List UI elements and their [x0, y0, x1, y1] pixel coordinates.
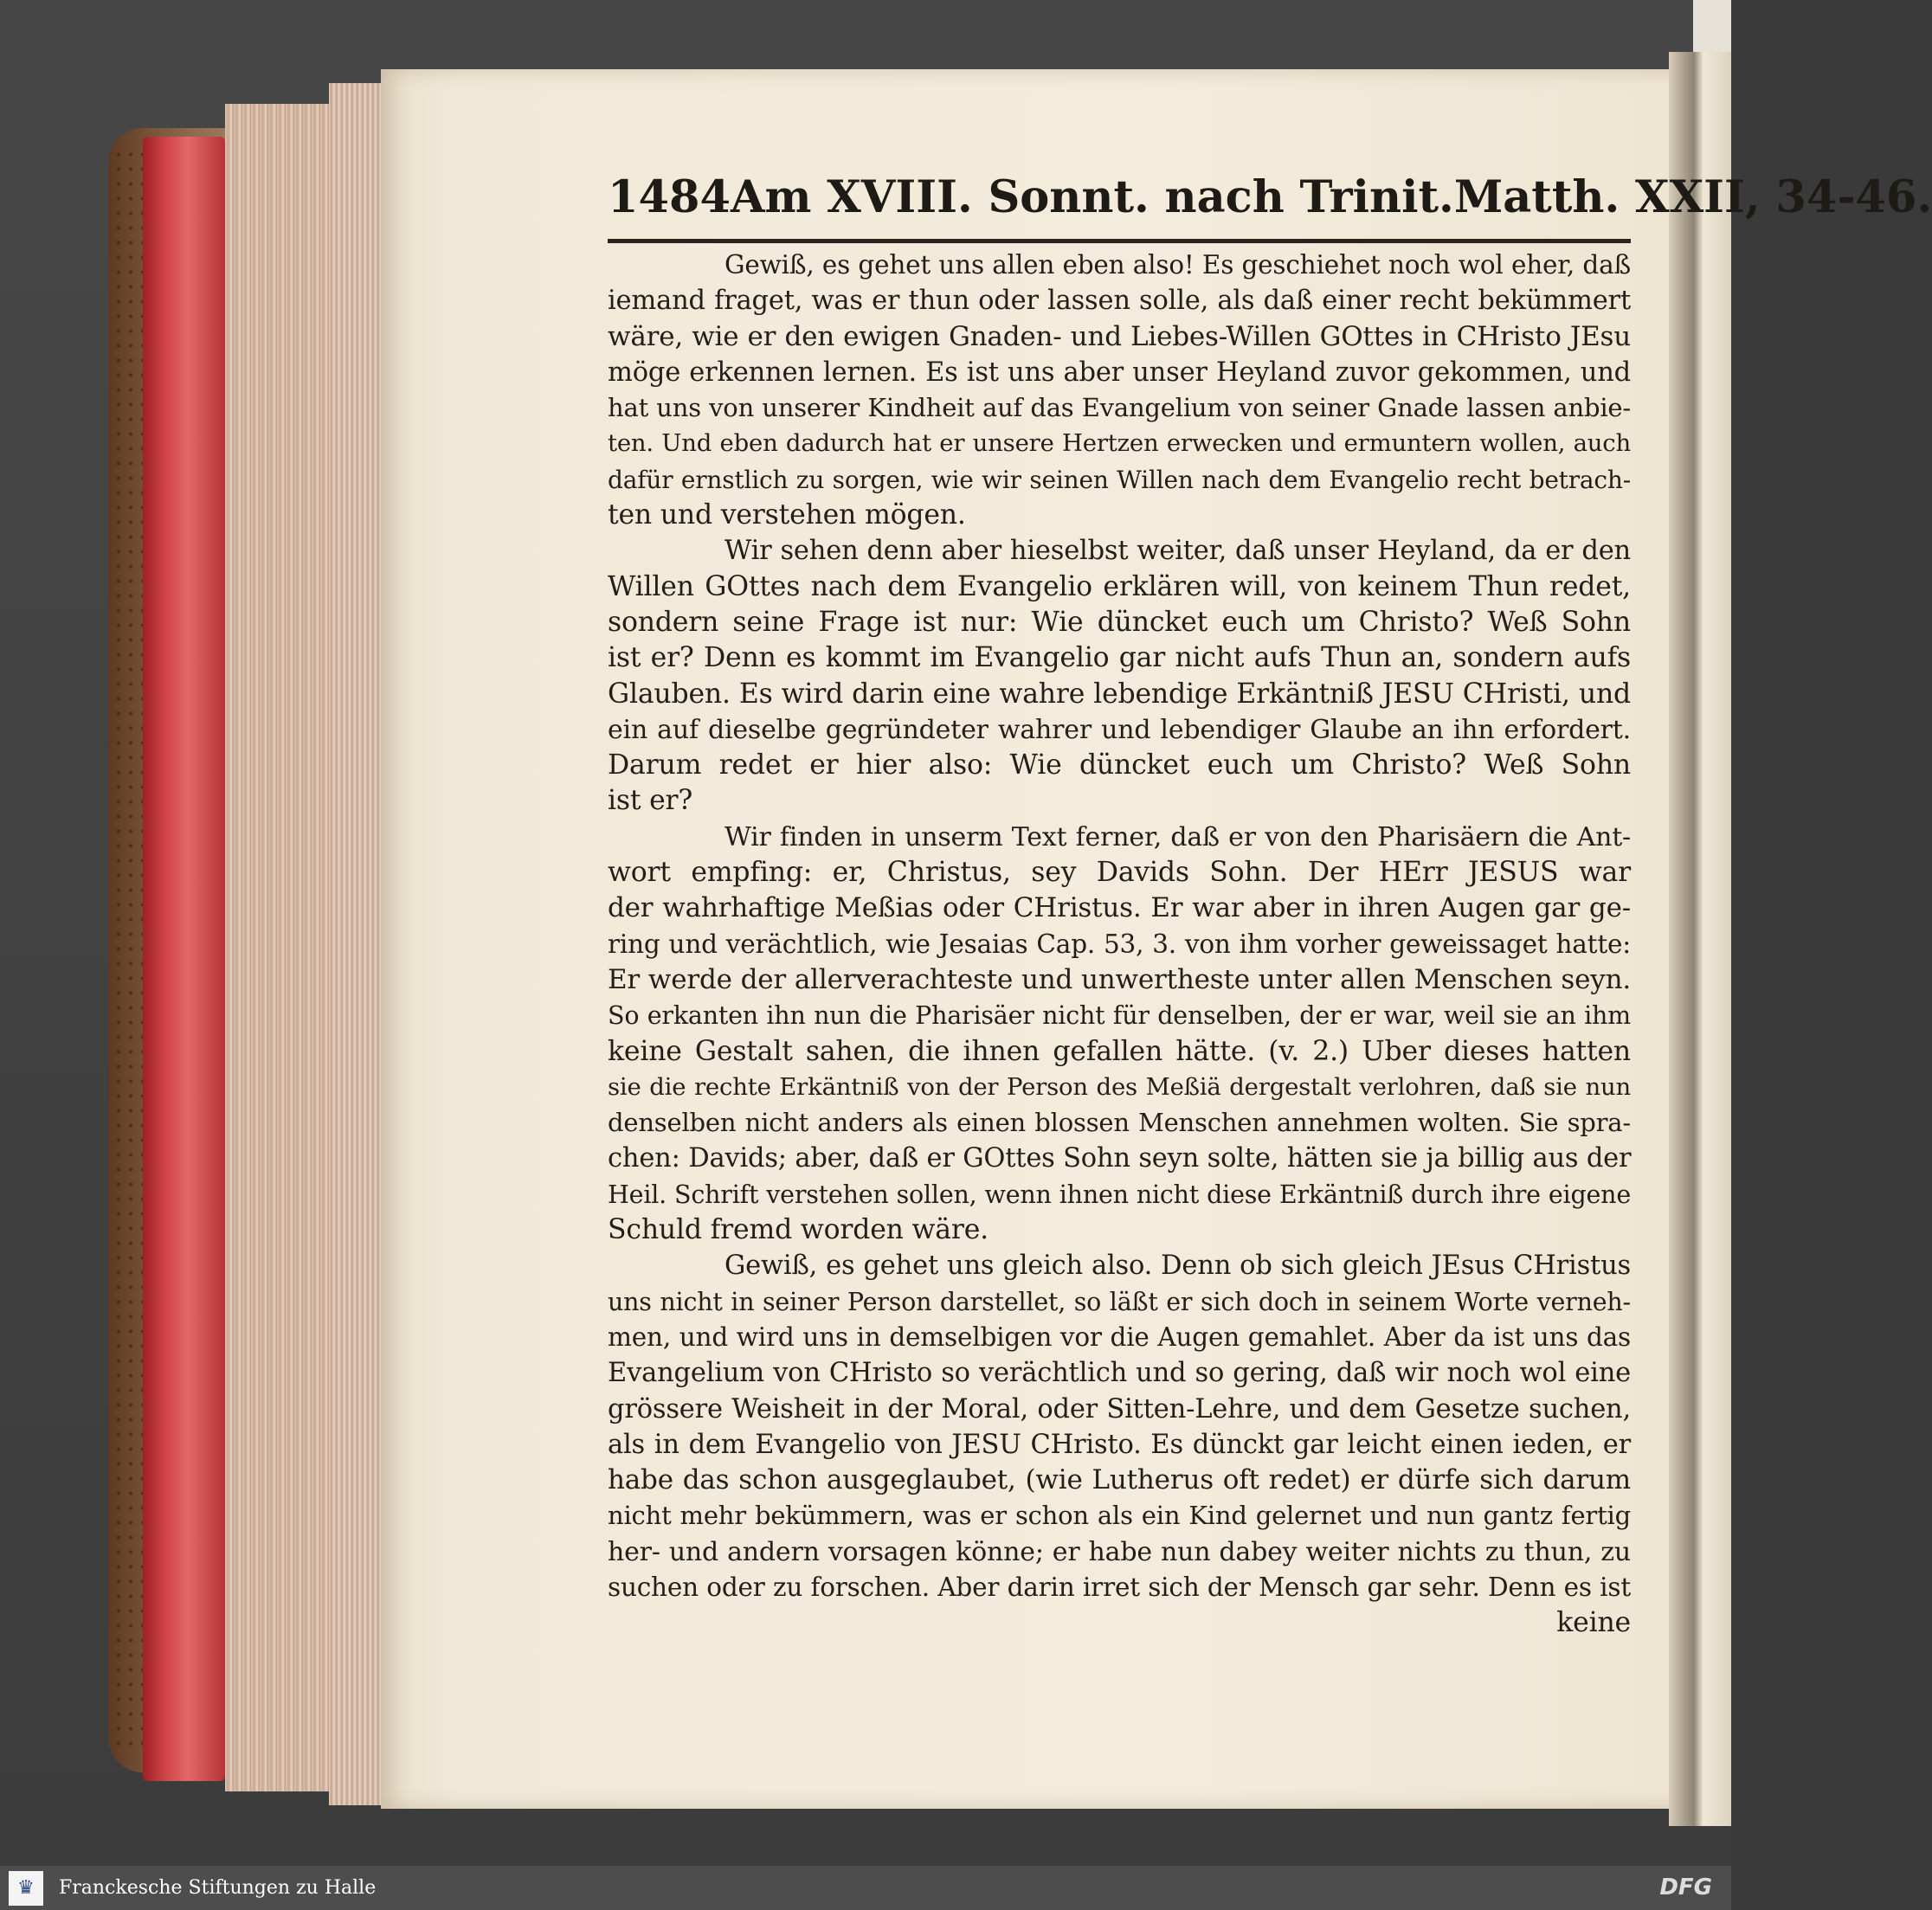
institution-name: Franckesche Stiftungen zu Halle — [59, 1877, 377, 1899]
text-line: Schuld fremd worden wäre. — [608, 1214, 989, 1246]
text-line: hat uns von unserer Kindheit auf das Evangelium von seiner Gnade lassen anbie- — [608, 393, 1631, 423]
text-line: ten. Und eben dadurch hat er unsere Hertzen erwecken und ermuntern wollen, auch — [608, 429, 1631, 458]
red-page-edge — [143, 137, 225, 1781]
text-line: ten und verstehen mögen. — [608, 499, 966, 531]
text-line: wäre, wie er den ewigen Gnaden- und Liebes-Willen GOttes in CHristo JEsu — [608, 320, 1631, 352]
text-line: Heil. Schrift verstehen sollen, wenn ihnen nicht diese Erkäntniß durch ihre eigene — [608, 1180, 1631, 1209]
viewer-footer — [0, 1866, 1731, 1910]
text-line: grössere Weisheit in der Moral, oder Sitten-Lehre, und dem Gesetze suchen, — [608, 1393, 1631, 1424]
text-line: Wir sehen denn aber hieselbst weiter, daß unser Heyland, da er den — [724, 536, 1631, 567]
text-line: dafür ernstlich zu sorgen, wie wir seinen Willen nach dem Evangelio recht betrach- — [608, 465, 1631, 494]
text-line: men, und wird uns in demselbigen vor die Augen gemahlet. Aber da ist uns das — [608, 1322, 1631, 1352]
text-line: her- und andern vorsagen könne; er habe nun dabey weiter nichts zu thun, zu — [608, 1536, 1631, 1567]
text-line: Gewiß, es gehet uns allen eben also! Es geschiehet noch wol eher, daß — [724, 250, 1631, 280]
text-line: So erkanten ihn nun die Pharisäer nicht für denselben, der er war, weil sie an ihm — [608, 1001, 1631, 1031]
text-line: sondern seine Frage ist nur: Wie düncket euch um Christo? Weß Sohn — [608, 606, 1631, 638]
text-line: ist er? Denn es kommt im Evangelio gar nicht aufs Thun an, sondern aufs — [608, 642, 1631, 674]
text-line: ein auf dieselbe gegründeter wahrer und lebendiger Glaube an ihn erfordert. — [608, 714, 1631, 745]
text-line: nicht mehr bekümmern, was er schon als ein Kind gelernet und nun gantz fertig — [608, 1501, 1631, 1531]
catchword: keine — [1556, 1607, 1631, 1639]
header-rule — [608, 239, 1631, 243]
institution-logo-icon: ♛ — [9, 1871, 43, 1906]
text-line: wort empfing: er, Christus, sey Davids Sohn. Der HErr JESUS war — [608, 857, 1631, 889]
text-line: keine Gestalt sahen, die ihnen gefallen hätte. (v. 2.) Uber dieses hatten — [608, 1035, 1631, 1067]
header-reference: Matth. XXII, 34-46. — [1453, 171, 1932, 223]
text-line: denselben nicht anders als einen blossen Menschen annehmen wolten. Sie spra- — [608, 1108, 1631, 1138]
text-line: suchen oder zu forschen. Aber darin irret sich der Mensch gar sehr. Denn es ist — [608, 1572, 1631, 1602]
book-gutter — [1669, 52, 1731, 1826]
text-line: Glauben. Es wird darin eine wahre lebendige Erkäntniß JESU CHristi, und — [608, 678, 1631, 710]
text-line: ist er? — [608, 785, 693, 817]
body-text — [608, 248, 1631, 1642]
text-line: uns nicht in seiner Person darstellet, so läßt er sich doch in seinem Worte verneh- — [608, 1287, 1631, 1316]
text-line: Gewiß, es gehet uns gleich also. Denn ob sich gleich JEsus CHristus — [724, 1251, 1631, 1282]
text-line: iemand fraget, was er thun oder lassen solle, als daß einer recht bekümmert — [608, 286, 1631, 317]
page-number: 1484 — [608, 171, 731, 223]
text-line: habe das schon ausgeglaubet, (wie Lutherus oft redet) er dürfe sich darum — [608, 1464, 1631, 1496]
text-line: Willen GOttes nach dem Evangelio erklären will, von keinem Thun redet, — [608, 570, 1631, 602]
text-line: der wahrhaftige Meßias oder CHristus. Er war aber in ihren Augen gar ge- — [608, 892, 1631, 924]
text-line: möge erkennen lernen. Es ist uns aber unser Heyland zuvor gekommen, und — [608, 357, 1631, 388]
text-line: Darum redet er hier also: Wie düncket euch um Christo? Weß Sohn — [608, 749, 1631, 781]
facing-page-corner — [1693, 0, 1731, 52]
running-header — [608, 171, 1932, 227]
text-line: als in dem Evangelio von JESU CHristo. Es dünckt gar leicht einen ieden, er — [608, 1429, 1631, 1460]
text-line: ring und verächtlich, wie Jesaias Cap. 53, 3. von ihm vorher geweissaget hatte: — [608, 929, 1631, 959]
dfg-logo: DFG — [1659, 1875, 1712, 1900]
header-sunday: Am XVIII. Sonnt. nach Trinit. — [730, 171, 1454, 223]
text-line: Wir finden in unserm Text ferner, daß er von den Pharisäern die Ant- — [724, 821, 1631, 852]
text-line: sie die rechte Erkäntniß von der Person des Meßiä dergestalt verlohren, daß sie nun — [608, 1072, 1631, 1101]
text-line: chen: Davids; aber, daß er GOttes Sohn seyn solte, hätten sie ja billig aus der — [608, 1143, 1632, 1174]
text-line: Er werde der allerverachteste und unwertheste unter allen Menschen seyn. — [608, 963, 1631, 995]
text-line: Evangelium von CHristo so verächtlich und so gering, daß wir noch wol eine — [608, 1358, 1631, 1389]
